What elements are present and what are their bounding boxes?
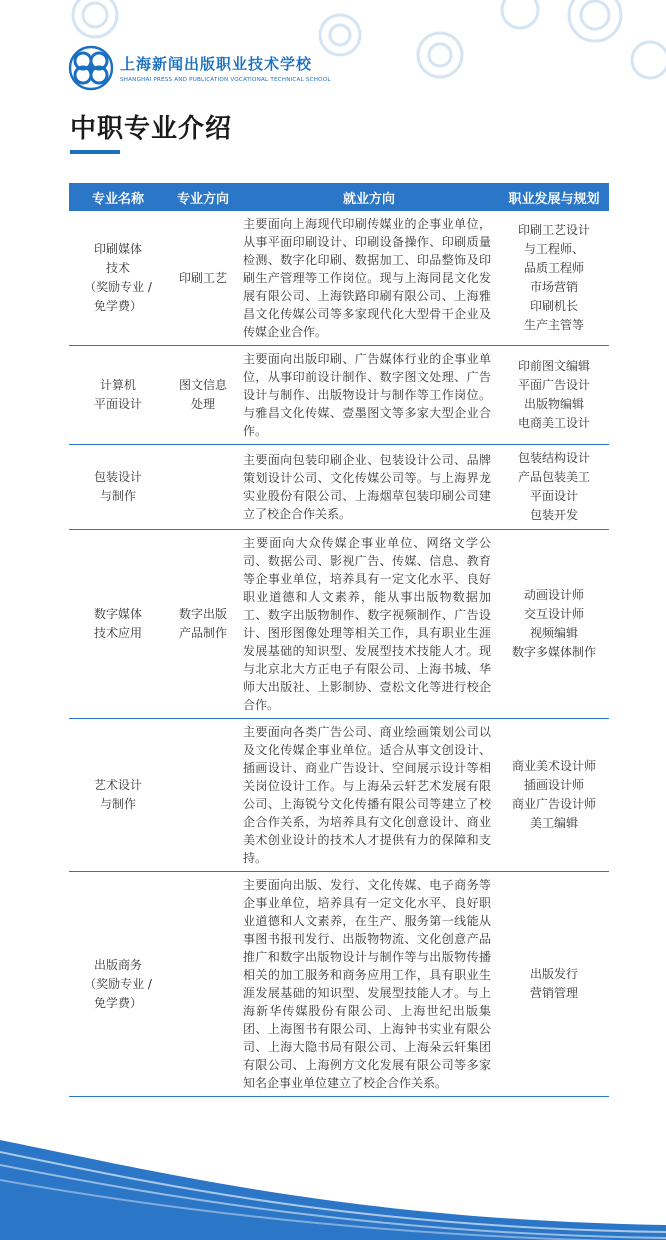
- direction-cell: [167, 445, 239, 530]
- career-line: 商业广告设计师: [511, 797, 596, 811]
- employment-cell: 主要面向上海现代印刷传媒业的企事业单位，从事平面印刷设计、印刷设备操作、印刷质量检测、数字化印刷、数据加工、印品整饰及印刷生产管理等工作岗位。现与上海同昆文化发展有限公司、上海铁路印刷有限公司、上海雅昌文化传媒公司等多家现代化大型骨干企业及传媒企业合作。: [239, 211, 499, 346]
- career-line: 印刷机长: [529, 299, 578, 313]
- career-line: 美工编辑: [529, 816, 578, 830]
- major-name-line: 免学费）: [93, 299, 142, 313]
- career-cell: [499, 530, 609, 719]
- employment-cell: 主要面向各类广告公司、商业绘画策划公司以及文化传媒企事业单位。适合从事文创设计、插画设计、商业广告设计、空间展示设计等相关岗位设计工作。与上海朵云轩艺术发展有限公司、上海锐兮文化传播有限公司等建立了校企合作关系，为培养具有文化创意设计、商业美术创业设计的技术人才提供有力的保障和支持。: [239, 719, 499, 872]
- major-name-line: 数字媒体: [93, 607, 142, 621]
- major-name-cell: [69, 445, 167, 530]
- header-career: 职业发展与规划: [499, 183, 609, 211]
- school-name-en: SHANGHAI PRESS AND PUBLICATION VOCATIONAL TECHNICAL SCHOOL: [120, 77, 331, 83]
- career-line: 交互设计师: [523, 607, 584, 621]
- direction-line: 处理: [190, 397, 215, 411]
- career-line: 营销管理: [529, 986, 578, 1000]
- career-line: 与工程师、: [523, 242, 584, 256]
- header-major-name: 专业名称: [69, 183, 167, 211]
- major-name-line: 出版商务: [93, 957, 142, 972]
- major-name-line: 艺术设计: [93, 778, 142, 792]
- direction-line: 图文信息: [178, 378, 227, 392]
- direction-cell: [167, 872, 239, 1097]
- major-name-line: 与制作: [99, 797, 136, 811]
- career-cell: [499, 211, 609, 346]
- career-line: 包装开发: [529, 508, 578, 522]
- direction-line: 产品制作: [178, 626, 227, 640]
- career-line: 插画设计师: [523, 778, 584, 792]
- page-title: 中职专业介绍: [70, 114, 233, 144]
- major-name-line: 技术: [105, 261, 130, 275]
- major-name-cell: [69, 530, 167, 719]
- major-name-cell: [69, 211, 167, 346]
- major-name-line: 计算机: [99, 378, 136, 392]
- table-row: [69, 346, 609, 445]
- major-name-line: （奖励专业 /: [84, 976, 152, 991]
- career-line: 品质工程师: [523, 261, 584, 275]
- majors-table: [69, 183, 609, 1097]
- career-cell: [499, 346, 609, 445]
- career-line: 出版发行: [529, 967, 578, 981]
- career-line: 市场营销: [529, 280, 578, 294]
- career-cell: [499, 719, 609, 872]
- employment-cell: 主要面向出版印刷、广告媒体行业的企事业单位，从事印前设计制作、数字图文处理、广告设计与制作、出版物设计与制作等工作岗位。与雅昌文化传媒、壹墨图文等多家大型企业合作。: [239, 346, 499, 445]
- major-name-line: 与制作: [99, 489, 136, 503]
- school-emblem-icon: [68, 45, 114, 91]
- career-cell: [499, 445, 609, 530]
- table-row: [69, 872, 609, 1097]
- career-line: 产品包装美工: [517, 470, 590, 484]
- major-name-line: 技术应用: [93, 626, 142, 640]
- major-name-line: 印刷媒体: [93, 242, 142, 256]
- direction-cell: [167, 719, 239, 872]
- school-name-cn: 上海新闻出版职业技术学校: [120, 55, 313, 73]
- career-line: 印前图文编辑: [517, 359, 590, 373]
- direction-cell: [167, 211, 239, 346]
- major-name-cell: [69, 872, 167, 1097]
- direction-cell: [167, 530, 239, 719]
- table-header-row: [69, 183, 609, 211]
- major-name-line: 免学费）: [93, 995, 142, 1010]
- major-name-line: （奖励专业 /: [84, 280, 152, 294]
- employment-cell: 主要面向出版、发行、文化传媒、电子商务等企事业单位，培养具有一定文化水平、良好职业道德和人文素养，在生产、服务第一线能从事图书报刊发行、出版物物流、文化创意产品推广和数字出版物设计与制作等与出版物传播相关的加工服务和商务应用工作，具有职业生涯发展基础的知识型、发展型技能人才。与上海新华传媒股份有限公司、上海世纪出版集团、上海图书有限公司、上海钟书实业有限公司、上海大隐书局有限公司、上海朵云轩集团有限公司、上海例方文化发展有限公司等多家知名企事业单位建立了校企合作关系。: [239, 872, 499, 1097]
- school-logo: [68, 45, 331, 91]
- direction-line: 数字出版: [178, 607, 227, 621]
- header-employment: 就业方向: [239, 183, 499, 211]
- title-underline: [70, 150, 120, 154]
- career-line: 印刷工艺设计: [517, 223, 590, 237]
- direction-cell: [167, 346, 239, 445]
- career-line: 包装结构设计: [517, 451, 590, 465]
- career-line: 动画设计师: [523, 588, 584, 602]
- career-line: 平面设计: [529, 489, 578, 503]
- table-row: [69, 719, 609, 872]
- direction-line: 印刷工艺: [178, 270, 227, 285]
- career-line: 数字多媒体制作: [511, 645, 596, 659]
- table-row: [69, 211, 609, 346]
- major-name-line: 平面设计: [93, 397, 142, 411]
- employment-cell: 主要面向包装印刷企业、包装设计公司、品牌策划设计公司、文化传媒公司等。与上海界龙实业股份有限公司、上海烟草包装印刷公司建立了校企合作关系。: [239, 445, 499, 530]
- major-name-cell: [69, 719, 167, 872]
- employment-cell: 主要面向大众传媒企事业单位、网络文学公司、数据公司、影视广告、传媒、信息、教育等企事业单位，培养具有一定文化水平、良好职业道德和人文素养，能从事出版物数据加工、数字出版物制作、数字视频制作、广告设计、图形图像处理等相关工作，具有职业生涯发展基础的知识型、发展型技术技能人才。现与北京北大方正电子有限公司、上海书城、华师大出版社、上影制协、壹松文化等进行校企合作。: [239, 530, 499, 719]
- bottom-wave-decoration: [0, 1130, 666, 1240]
- career-line: 出版物编辑: [523, 397, 584, 411]
- career-line: 商业美术设计师: [511, 759, 596, 773]
- career-cell: [499, 872, 609, 1097]
- career-line: 生产主管等: [523, 318, 584, 332]
- career-line: 电商美工设计: [517, 416, 590, 430]
- major-name-line: 包装设计: [93, 470, 142, 484]
- table-row: [69, 530, 609, 719]
- header-direction: 专业方向: [167, 183, 239, 211]
- career-line: 视频编辑: [529, 626, 578, 640]
- major-name-cell: [69, 346, 167, 445]
- career-line: 平面广告设计: [517, 378, 590, 392]
- table-row: [69, 445, 609, 530]
